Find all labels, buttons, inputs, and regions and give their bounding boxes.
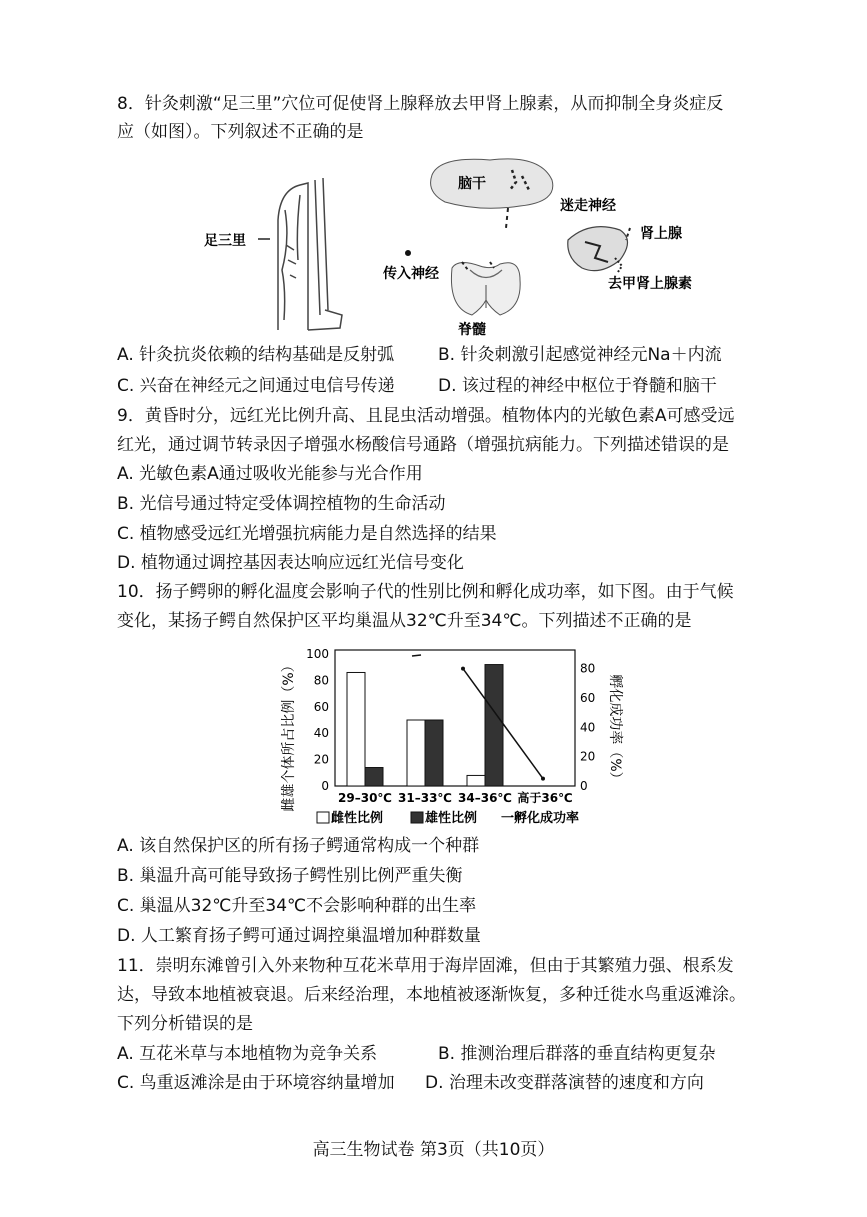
q10-stem-line1: 10．扬子鳄卵的孵化温度会影响子代的性别比例和孵化成功率，如下图。由于气候 [117, 582, 734, 602]
q11-option-b[interactable]: B. 推测治理后群落的垂直结构更复杂 [438, 1044, 716, 1064]
label-zusanli: 足三里 [204, 233, 246, 249]
x-tick-label: 高于36℃ [517, 791, 573, 805]
bar-female [407, 720, 425, 786]
label-shenshangxian: 肾上腺 [640, 226, 682, 242]
adrenal-figure [568, 227, 630, 272]
q10-stem-line2: 变化，某扬子鳄自然保护区平均巢温从32℃升至34℃。下列描述不正确的是 [117, 611, 692, 631]
bar-male [425, 720, 443, 786]
y-tick-label: 80 [313, 673, 329, 688]
y2-tick-label: 40 [580, 720, 596, 735]
y2-tick-label: 80 [580, 661, 596, 676]
q10-option-b[interactable]: B. 巢温升高可能导致扬子鳄性别比例严重失衡 [117, 866, 463, 886]
label-churen: 传入神经 [383, 266, 439, 282]
x-tick-label: 29–30℃ [338, 791, 392, 805]
q9-option-a[interactable]: A. 光敏色素A通过吸收光能参与光合作用 [117, 464, 423, 484]
bar-female [467, 775, 485, 786]
q11-stem-line2: 达，导致本地植被衰退。后来经治理，本地植被逐渐恢复，多种迁徙水鸟重返滩涂。 [117, 985, 746, 1005]
q9-option-d[interactable]: D. 植物通过调控基因表达响应远红光信号变化 [117, 553, 464, 573]
q10-chart [275, 640, 695, 830]
hatch-rate-point [541, 777, 545, 781]
q11-stem-line1: 11．崇明东滩曾引入外来物种互花米草用于海岸固滩，但由于其繁殖力强、根系发 [117, 956, 734, 976]
afferent-dot [405, 250, 411, 256]
q8-stem-line1: 8．针灸刺激“足三里”穴位可促使肾上腺释放去甲肾上腺素，从而抑制全身炎症反 [117, 94, 724, 114]
q8-option-b[interactable]: B. 针灸刺激引起感觉神经元Na＋内流 [438, 345, 722, 365]
brainstem-figure [431, 159, 553, 228]
q9-option-b[interactable]: B. 光信号通过特定受体调控植物的生命活动 [117, 494, 446, 514]
q10-option-c[interactable]: C. 巢温从32℃升至34℃不会影响种群的出生率 [117, 896, 477, 916]
q11-option-d[interactable]: D. 治理未改变群落演替的速度和方向 [425, 1073, 704, 1093]
q10-option-d[interactable]: D. 人工繁育扬子鳄可通过调控巢温增加种群数量 [117, 926, 481, 946]
leg-figure [278, 178, 342, 330]
chart-plot-frame [335, 650, 575, 786]
q8-option-d[interactable]: D. 该过程的神经中枢位于脊髓和脑干 [438, 376, 717, 396]
y2-tick-label: 20 [580, 749, 596, 764]
y2-tick-label: 0 [580, 779, 588, 793]
q9-option-c[interactable]: C. 植物感受远红光增强抗病能力是自然选择的结果 [117, 524, 497, 544]
legend-male-swatch [411, 812, 423, 823]
bar-male [485, 665, 503, 786]
q8-option-c[interactable]: C. 兴奋在神经元之间通过电信号传递 [117, 376, 395, 396]
hatch-rate-point [461, 667, 465, 671]
x-tick-label: 31–33℃ [398, 791, 452, 805]
label-mizou: 迷走神经 [560, 198, 616, 214]
chart-y2label: 孵化成功率（%） [607, 674, 623, 786]
label-qujia: 去甲肾上腺素 [608, 276, 692, 292]
y-tick-label: 0 [321, 779, 329, 793]
x-tick-label: 34–36℃ [458, 791, 512, 805]
bar-male [365, 768, 383, 786]
q9-stem-line2: 红光，通过调节转录因子增强水杨酸信号通路（增强抗病能力。下列描述错误的是 [117, 435, 729, 455]
legend-hatch: 一孵化成功率 [501, 811, 580, 826]
y-tick-label: 100 [306, 647, 329, 661]
label-naogan: 脑干 [458, 176, 486, 192]
legend-female: 雌性比例 [331, 811, 384, 826]
y-tick-label: 60 [313, 699, 329, 714]
y2-tick-label: 60 [580, 691, 596, 705]
q8-stem-line2: 应（如图）。下列叙述不正确的是 [117, 122, 364, 142]
q11-option-c[interactable]: C. 鸟重返滩涂是由于环境容纳量增加 [117, 1073, 395, 1093]
bar-female [347, 672, 365, 786]
spinal-cord-figure [451, 262, 520, 315]
q11-option-a[interactable]: A. 互花米草与本地植物为竞争关系 [117, 1044, 378, 1064]
chart-legend [317, 810, 579, 826]
legend-female-swatch [317, 812, 329, 823]
page-footer: 高三生物试卷 第3页（共10页） [312, 1140, 555, 1160]
q11-stem-line3: 下列分析错误的是 [117, 1014, 253, 1034]
q8-diagram [190, 150, 750, 340]
legend-male: 雄性比例 [425, 811, 478, 826]
y-tick-label: 40 [313, 726, 329, 741]
stray-mark [412, 655, 421, 656]
q10-option-a[interactable]: A. 该自然保护区的所有扬子鳄通常构成一个种群 [117, 836, 480, 856]
q8-option-a[interactable]: A. 针灸抗炎依赖的结构基础是反射弧 [117, 345, 395, 365]
chart-ylabel: 雌雄个体所占比例（%） [281, 658, 297, 812]
q9-stem-line1: 9．黄昏时分，远红光比例升高、且昆虫活动增强。植物体内的光敏色素A可感受远 [117, 406, 735, 426]
label-jisui: 脊髓 [458, 322, 486, 338]
y-tick-label: 20 [313, 752, 329, 767]
